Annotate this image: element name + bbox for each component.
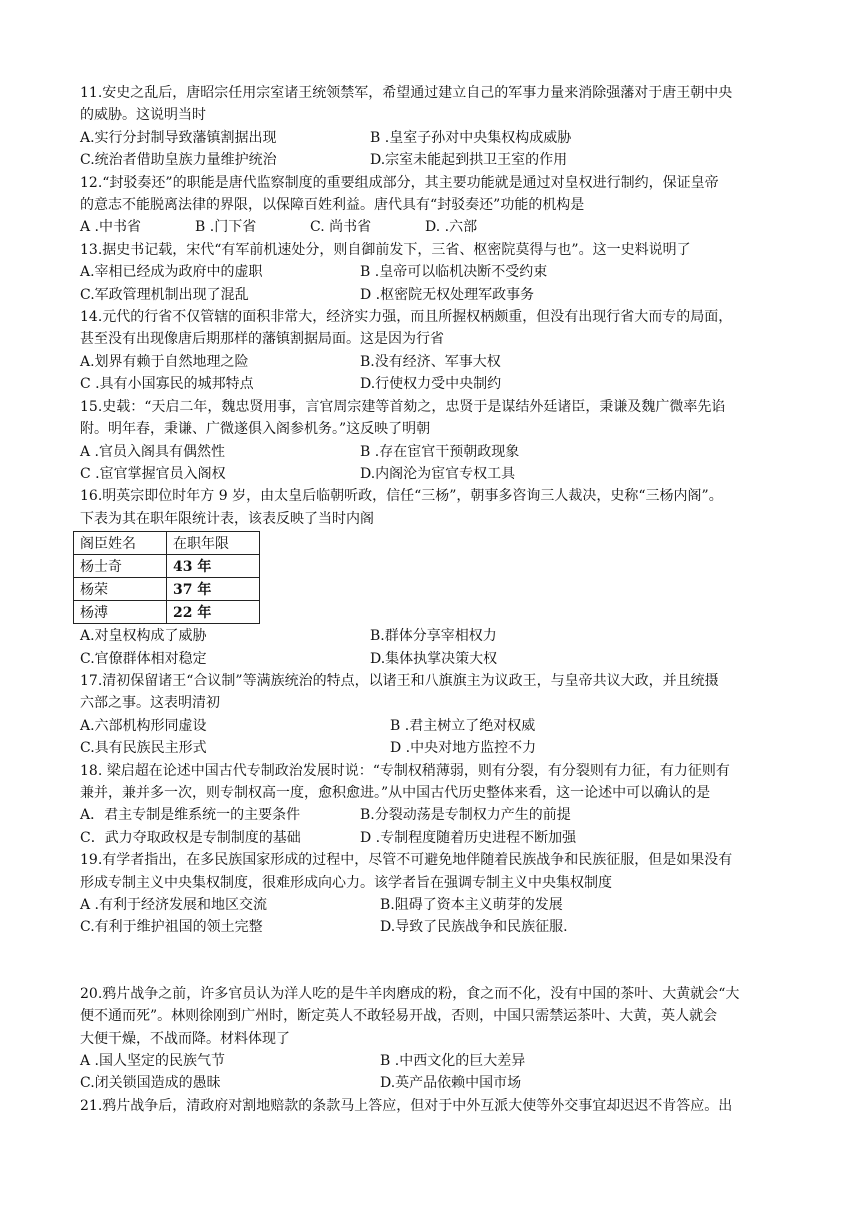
option-d: D .枢密院无权处理军政事务: [360, 286, 535, 303]
option-a: A．君主专制是维系统一的主要条件: [80, 807, 301, 824]
option-c: C .具有小国寡民的城邦特点: [80, 376, 254, 393]
question-21: [80, 1095, 792, 1117]
question-12: [80, 172, 792, 239]
question-text: 大便干燥，不战而降。材料体现了: [80, 1030, 290, 1047]
table-row: [74, 601, 260, 624]
option-d: D.英产品依赖中国市场: [380, 1075, 522, 1092]
question-text: 便不通而死”。林则徐刚到广州时，断定英人不敢轻易开战，否则，中国只需禁运茶叶、大黄，英人就会: [80, 1008, 718, 1025]
option-a: A.实行分封制导致藩镇割据出现: [80, 129, 277, 146]
question-text: 兼并，兼并多一次，则专制权高一度，愈积愈进。”从中国古代历史整体来看，这一论述中可以确认的是: [80, 784, 711, 801]
question-text: 形成专制主义中央集权制度，很难形成向心力。该学者旨在强调专制主义中央集权制度: [80, 874, 612, 891]
option-d: D.集体执掌决策大权: [370, 650, 498, 667]
option-b: B .门下省: [195, 219, 257, 236]
question-text: 18. 梁启超在论述中国古代专制政治发展时说：“专制权稍薄弱，则有分裂，有分裂则有力征，有力征则有: [80, 762, 730, 779]
question-20: [80, 983, 792, 1095]
table-cell: 43 年: [167, 555, 260, 578]
option-d: D.导致了民族战争和民族征服.: [380, 919, 568, 936]
question-14: [80, 306, 792, 396]
option-b: B .皇室子孙对中央集权构成威胁: [370, 129, 572, 146]
question-13: [80, 239, 792, 306]
option-b: B .中西文化的巨大差异: [380, 1053, 526, 1070]
option-c: C .宦官掌握官员入阁权: [80, 465, 226, 482]
question-text: 16.明英宗即位时年方 9 岁，由太皇后临朝听政，信任“三杨”，朝事多咨询三人裁决，史称“三杨内阁”。: [80, 488, 723, 505]
table-cell: 杨荣: [74, 578, 167, 601]
option-d: D.内阁沦为宦官专权工具: [360, 465, 516, 482]
option-c: C．武力夺取政权是专制制度的基础: [80, 829, 301, 846]
question-text: 下表为其在职年限统计表，该表反映了当时内阁: [80, 510, 374, 527]
option-c: C.统治者借助皇族力量维护统治: [80, 152, 277, 169]
option-a: A .中书省: [80, 219, 142, 236]
table-header-row: [74, 532, 260, 555]
question-text: 11.安史之乱后，唐昭宗任用宗室诸王统领禁军，希望通过建立自己的军事力量来消除强藩对于唐王朝中央: [80, 85, 733, 101]
option-d: D .中央对地方监控不力: [390, 740, 537, 757]
question-text: 19.有学者指出，在多民族国家形成的过程中，尽管不可避免地伴随着民族战争和民族征服，但是如果没有: [80, 852, 733, 869]
section-gap: [80, 939, 792, 983]
question-text: 甚至没有出现像唐后期那样的藩镇割据局面。这是因为行省: [80, 331, 444, 348]
tenure-table: [73, 531, 260, 624]
question-19: [80, 849, 792, 939]
question-17: [80, 670, 792, 760]
option-c: C.官僚群体相对稳定: [80, 650, 207, 667]
table-cell: 杨士奇: [74, 555, 167, 578]
option-b: B.没有经济、军事大权: [360, 353, 501, 370]
option-b: B.阻碍了资本主义萌芽的发展: [380, 897, 563, 913]
exam-page: [80, 82, 792, 1117]
table-row: [74, 578, 260, 601]
option-a: A .官员入阁具有偶然性: [80, 443, 226, 460]
option-b: B .存在宦官干预朝政现象: [360, 443, 520, 460]
option-a: A.划界有赖于自然地理之险: [80, 353, 249, 370]
question-text: 15.史载：“天启二年，魏忠贤用事，言官周宗建等首劾之，忠贤于是谋结外廷诸臣，秉谦及魏广微率先谄: [80, 398, 726, 415]
question-text: 的威胁。这说明当时: [80, 107, 206, 124]
option-a: A.六部机构形同虚设: [80, 717, 207, 734]
question-16: [80, 485, 792, 670]
option-d: D .专制程度随着历史进程不断加强: [360, 829, 577, 846]
table-cell: 37 年: [167, 578, 260, 601]
table-row: [74, 555, 260, 578]
option-c: C.具有民族民主形式: [80, 740, 207, 757]
option-a: A .有利于经济发展和地区交流: [80, 897, 268, 913]
option-c: C. 尚书省: [310, 219, 372, 236]
option-c: C.有利于维护祖国的领土完整: [80, 919, 263, 936]
option-b: B.群体分享宰相权力: [370, 628, 497, 645]
question-text: 12.“封驳奏还”的职能是唐代监察制度的重要组成部分，其主要功能就是通过对皇权进行制约，保证皇帝: [80, 174, 719, 191]
option-a: A.宰相已经成为政府中的虚职: [80, 264, 263, 281]
question-11: [80, 82, 792, 172]
question-18: [80, 760, 792, 850]
question-text: 21.鸦片战争后，清政府对割地赔款的条款马上答应，但对于中外互派大使等外交事宜却迟迟不肯答应。出: [80, 1097, 733, 1114]
question-text: 20.鸦片战争之前，许多官员认为洋人吃的是牛羊肉磨成的粉，食之而不化，没有中国的茶叶、大黄就会“大: [80, 985, 740, 1002]
question-text: 附。明年春，秉谦、广微遂俱入阁参机务。”这反映了明朝: [80, 421, 431, 438]
table-header: 在职年限: [167, 532, 260, 555]
question-15: [80, 396, 792, 486]
question-text: 的意志不能脱离法律的界限，以保障百姓利益。唐代具有“封驳奏还”功能的机构是: [80, 197, 585, 214]
question-text: 六部之事。这表明清初: [80, 695, 220, 712]
question-text: 17.清初保留诸王“合议制”等满族统治的特点，以诸王和八旗旗主为议政王，与皇帝共议大政，并且统摄: [80, 672, 719, 689]
option-a: A .国人坚定的民族气节: [80, 1053, 226, 1070]
option-a: A.对皇权构成了威胁: [80, 628, 207, 645]
option-b: B .皇帝可以临机决断不受约束: [360, 264, 548, 281]
option-b: B .君主树立了绝对权威: [390, 717, 536, 734]
table-header: 阁臣姓名: [74, 532, 167, 555]
option-d: D.宗室未能起到拱卫王室的作用: [370, 152, 568, 169]
option-b: B.分裂动荡是专制权力产生的前提: [360, 807, 571, 824]
question-text: 14.元代的行省不仅管辖的面积非常大，经济实力强，而且所握权柄颇重，但没有出现行省大而专的局面，: [80, 309, 733, 326]
question-text: 13.据史书记载，宋代“有军前机速处分，则自御前发下，三省、枢密院莫得与也”。这一史料说明了: [80, 241, 691, 258]
table-cell: 杨溥: [74, 601, 167, 624]
option-c: C.军政管理机制出现了混乱: [80, 286, 249, 303]
option-d: D.行使权力受中央制约: [360, 376, 502, 393]
option-d: D. .六部: [425, 219, 478, 236]
option-c: C.闭关锁国造成的愚昧: [80, 1075, 221, 1092]
table-cell: 22 年: [167, 601, 260, 624]
